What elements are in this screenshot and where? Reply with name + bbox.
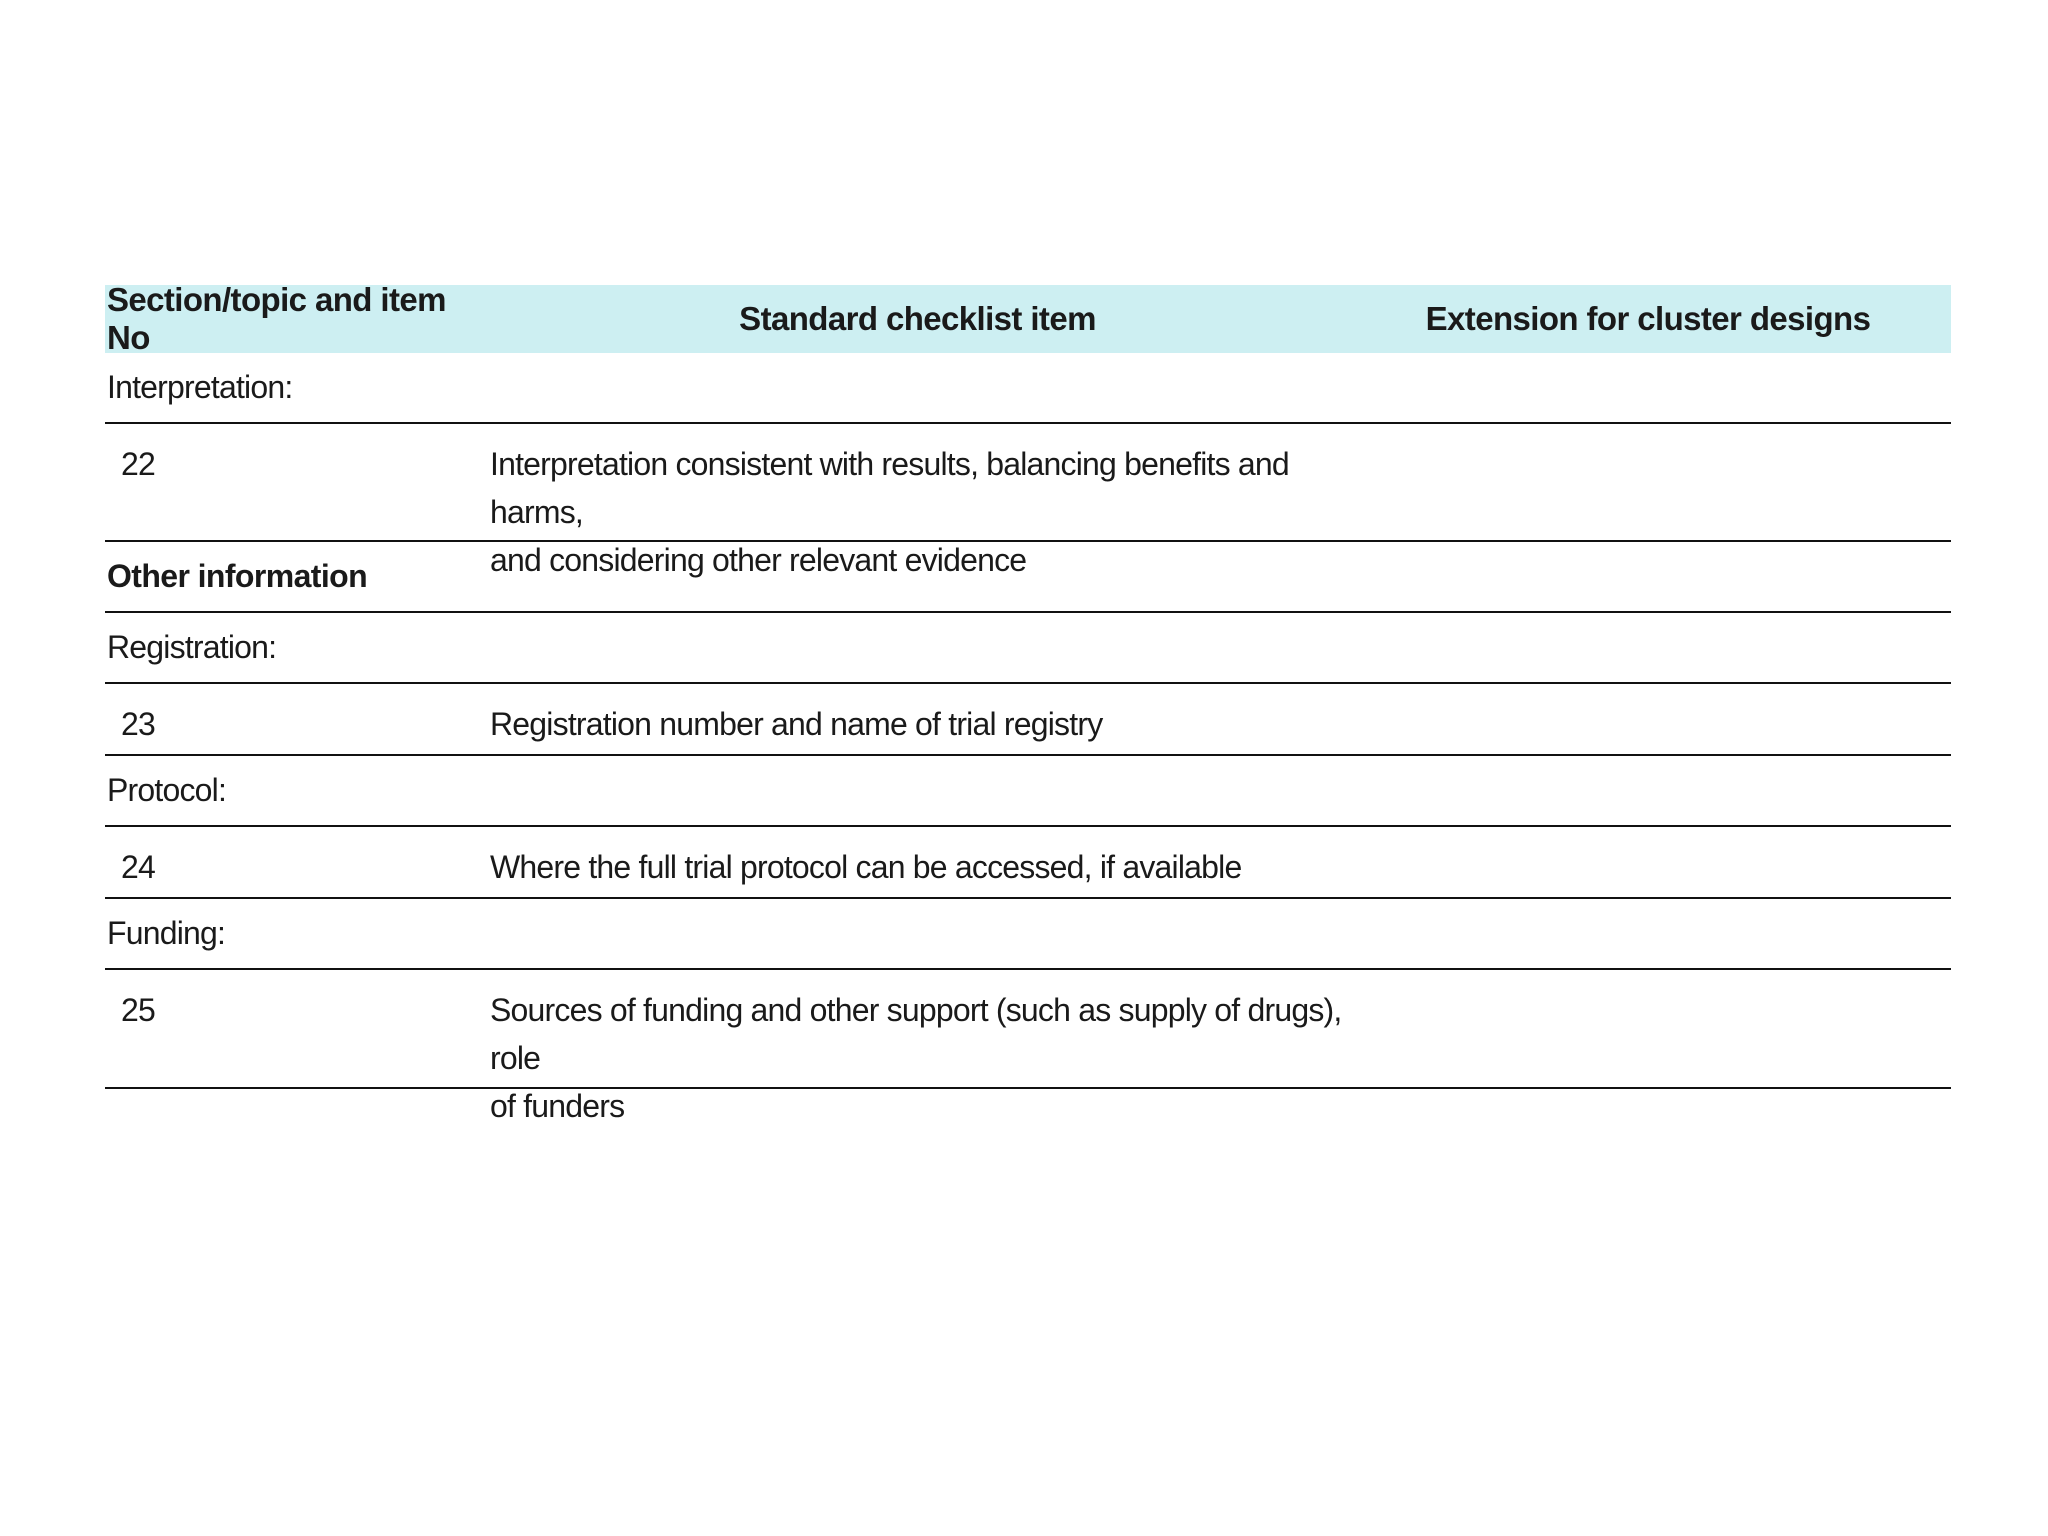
item-description: Where the full trial protocol can be accessed, if available (490, 849, 1242, 885)
section-label: Funding: (107, 915, 226, 951)
header-standard-item: Standard checklist item (739, 300, 1096, 337)
item-description-line: Interpretation consistent with results, balancing benefits and harms, (490, 446, 1289, 530)
checklist-table (105, 281, 1951, 1124)
header-cluster-extension: Extension for cluster designs (1425, 300, 1871, 337)
section-heading: Other information (107, 558, 368, 594)
item-description: Registration number and name of trial registry (490, 706, 1103, 742)
section-label: Registration: (107, 629, 277, 665)
item-row-24 (105, 827, 1951, 899)
item-description (490, 440, 1345, 584)
item-row-23 (105, 684, 1951, 756)
item-description-line: and considering other relevant evidence (490, 542, 1027, 578)
item-description (490, 986, 1345, 1130)
table-header (105, 281, 1951, 356)
item-row-25 (105, 970, 1951, 1124)
section-row-interpretation (105, 353, 1951, 424)
header-section-topic: Section/topic and item No (107, 281, 446, 356)
item-description-line: Sources of funding and other support (such as supply of drugs), role (490, 992, 1342, 1076)
item-number: 25 (121, 992, 155, 1028)
section-row-funding (105, 899, 1951, 970)
section-label: Protocol: (107, 772, 227, 808)
section-row-registration (105, 613, 1951, 684)
section-row-protocol (105, 756, 1951, 827)
item-description-line: of funders (490, 1088, 625, 1124)
section-label: Interpretation: (107, 369, 293, 405)
item-number: 23 (121, 706, 155, 742)
item-number: 22 (121, 446, 155, 482)
item-number: 24 (121, 849, 155, 885)
